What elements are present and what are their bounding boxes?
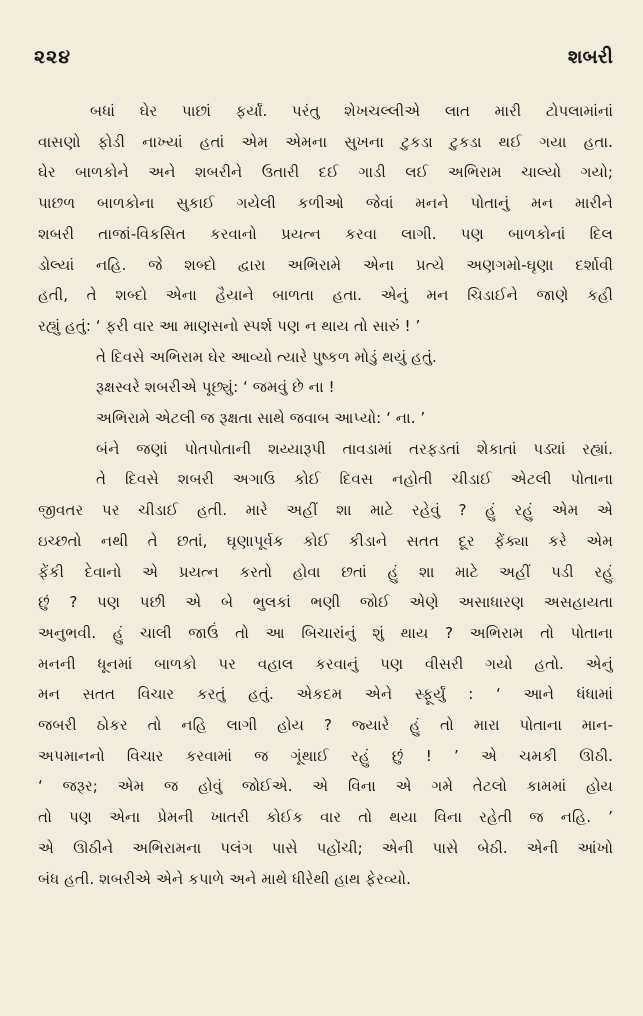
text-line: ઇચ્છતો નથી તે છતાં, ઘૃણાપૂર્વક કોઈ કીડાને સતત દૂર ફેંક્યા કરે એમ — [38, 531, 613, 550]
text-line: બધાં ઘેર પાછાં ફર્યાં. પરંતુ શેખચલ્લીએ લાત મારી ટોપલામાંનાં — [90, 102, 613, 120]
text-line: ફેંકી દેવાનો એ પ્રયત્ન કરતો હોવા છતાં હું શા માટે અહીં પડી રહું — [38, 562, 613, 581]
text-line: ઘેર બાળકોને અને શબરીને ઉતારી દઈ ગાડી લઈ અભિરામ ચાલ્યો ગયો; — [38, 163, 613, 182]
text-line: બંને જણાં પોતપોતાની શય્યારૂપી તાવડામાં તરફડતાં શેકાતાં પડ્યાં રહ્યાં. — [96, 439, 613, 458]
text-line: ‘ જરૂર; એમ જ હોવું જોઈએ. એ વિના એ ગમે તેટલો કામમાં હોય — [38, 777, 613, 796]
text-line: એ ઊઠીને અભિરામના પલંગ પાસે પહોંચી; એની પાસે બેઠી. એની આંખો — [38, 838, 613, 857]
text-line: હતી, તે શબ્દો એના હૈયાને બાળતા હતા. એનું મન ચિડાઈને જાણે કહી — [38, 286, 613, 305]
text-line: છું ? પણ પછી એ બે ભુલકાં ભણી જોઈ એણે અસાધારણ અસહાયતા — [38, 593, 613, 612]
page-header — [34, 46, 613, 68]
text-line: અનુભવી. હું ચાલી જાઉં તો આ બિચારાંનું શું થાય ? અભિરામ તો પોતાના — [38, 623, 613, 642]
text-line: ડોલ્યાં નહિ. જે શબ્દો દ્વારા અભિરામે એના પ્રત્યે અણગમો-ઘૃણા દર્શાવી — [38, 255, 613, 274]
page-number: ૨૨૪ — [34, 46, 72, 68]
text-line: મનની ધૂનમાં બાળકો પર વહાલ કરવાનું પણ વીસરી ગયો હતો. એનું — [38, 654, 613, 673]
text-line: અપમાનનો વિચાર કરવામાં જ ગૂંથાઈ રહું છું ! ’ એ ચમકી ઊઠી. — [38, 746, 613, 765]
text-line: અભિરામે એટલી જ રૂક્ષતા સાથે જવાબ આપ્યો: ‘ ના. ’ — [96, 409, 426, 428]
text-line: બંધ હતી. શબરીએ એને કપાળે અને માથે ધીરેથી હાથ ફેરવ્યો. — [38, 869, 411, 888]
text-line: તે દિવસે શબરી અગાઉ કોઈ દિવસ નહોતી ચીડાઈ એટલી પોતાના — [96, 470, 613, 489]
text-line: રહ્યું હતું: ‘ ફરી વાર આ માણસનો સ્પર્શ પણ ન થાય તો સારું ! ’ — [38, 316, 421, 335]
text-line: તે દિવસે અભિરામ ઘેર આવ્યો ત્યારે પુષ્કળ મોડું થયું હતું. — [96, 347, 437, 366]
text-line: વાસણો ફોડી નાખ્યાં હતાં એમ એમના સુખના ટુકડા ટુકડા થઈ ગયા હતા. — [38, 132, 613, 151]
body-text — [38, 96, 613, 894]
text-line: રૂક્ષસ્વરે શબરીએ પૂછ્યું: ‘ જમવું છે ના ! — [96, 378, 335, 397]
running-title: શબરી — [567, 46, 613, 68]
text-line: જીવતર પર ચીડાઈ હતી. મારે અહીં શા માટે રહેવું ? હું રહું એમ એ — [38, 501, 613, 520]
text-line: તો પણ એના પ્રેમની ખાતરી કોઈક વાર તો થયા વિના રહેતી જ નહિ. ’ — [38, 808, 613, 827]
text-line: પાછળ બાળકોના સુકાઈ ગયેલી કળીઓ જેવાં મનને પોતાનું મન મારીને — [38, 194, 613, 213]
text-line: જબરી ઠોકર તો નહિ લાગી હોય ? જ્યારે હું તો મારા પોતાના માન- — [38, 716, 613, 735]
text-line: મન સતત વિચાર કરતું હતું. એકદમ એને સ્ફૂર્યું : ‘ આને ધંધામાં — [38, 685, 613, 704]
text-line: શબરી તાજાં-વિકસિત કરવાનો પ્રયત્ન કરવા લાગી. પણ બાળકોનાં દિલ — [38, 224, 613, 243]
